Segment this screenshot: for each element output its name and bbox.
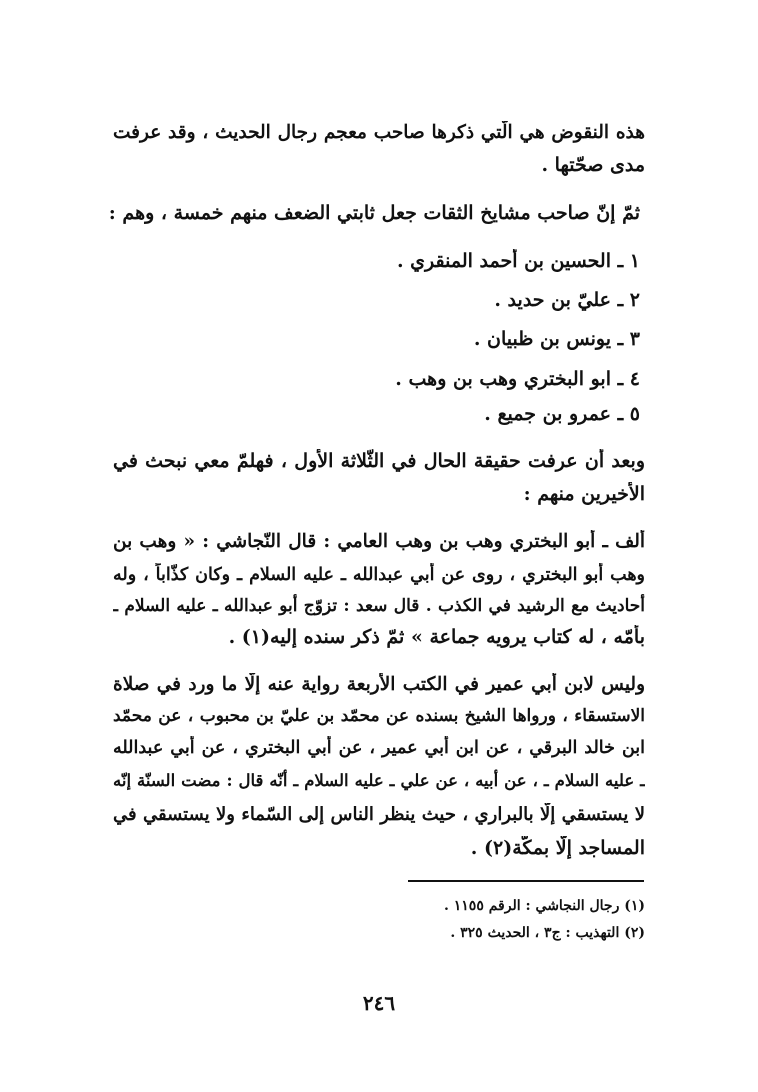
list-item-1: ١ ـ الحسين بن أحمد المنقري . <box>396 250 640 272</box>
paragraph-3-line-2: الأخيرين منهم : <box>523 483 645 505</box>
footnote-1: (١) رجال النجاشي : الرقم ١١٥٥ . <box>444 898 645 914</box>
paragraph-5-line-4: ـ عليه السلام ـ ، عن أبيه ، عن علي ـ عليه السلام ـ أنّه قال : مضت السنّة إنّه <box>113 771 645 790</box>
paragraph-4-line-3: أحاديث مع الرشيد في الكذب . قال سعد : تزوّج أبو عبدالله ـ عليه السلام ـ <box>113 596 645 616</box>
paragraph-4-line-1: ألف ـ أبو البختري وهب بن وهب العامي : قال النّجاشي : « وهب بن <box>113 531 645 552</box>
footnote-2: (٢) التهذيب : ج٣ ، الحديث ٣٢٥ . <box>450 925 645 941</box>
paragraph-5-line-3: ابن خالد البرقي ، عن ابن أبي عمير ، عن أبي البختري ، عن أبي عبدالله <box>113 738 645 758</box>
paragraph-5-line-1: وليس لابن أبي عمير في الكتب الأربعة رواية عنه إلّا ما ورد في صلاة <box>113 674 645 695</box>
page-number: ٢٤٦ <box>362 991 396 1015</box>
footnote-separator <box>408 880 644 882</box>
paragraph-5-line-5: لا يستسقي إلّا بالبراري ، حيث ينظر الناس إلى السّماء ولا يستسقي في <box>113 804 645 825</box>
paragraph-5-line-2: الاستسقاء ، ورواها الشيخ بسنده عن محمّد بن عليّ بن محبوب ، عن محمّد <box>113 706 645 726</box>
paragraph-4-line-2: وهب أبو البختري ، روى عن أبي عبدالله ـ عليه السلام ـ وكان كذّاباً ، وله <box>113 565 645 585</box>
paragraph-1-line-2: مدى صحّتها . <box>541 154 645 176</box>
paragraph-4-line-4: بأمّه ، له كتاب يرويه جماعة » ثمّ ذكر سنده إليه(١) . <box>228 626 645 648</box>
paragraph-5-line-6: المساجد إلّا بمكّة(٢) . <box>470 837 645 859</box>
list-item-4: ٤ ـ ابو البختري وهب بن وهب . <box>395 368 640 390</box>
list-item-2: ٢ ـ عليّ بن حديد . <box>494 289 640 311</box>
paragraph-2-line-1: ثمّ إنّ صاحب مشايخ الثقات جعل ثابتي الضعف منهم خمسة ، وهم : <box>108 202 640 224</box>
paragraph-1-line-1: هذه النقوض هي الّتي ذكرها صاحب معجم رجال الحديث ، وقد عرفت <box>113 122 645 143</box>
paragraph-3-line-1: وبعد أن عرفت حقيقة الحال في الثّلاثة الأول ، فهلمّ معي نبحث في <box>113 450 645 472</box>
list-item-5: ٥ ـ عمرو بن جميع . <box>484 403 640 425</box>
list-item-3: ٣ ـ يونس بن ظبيان . <box>473 328 640 350</box>
